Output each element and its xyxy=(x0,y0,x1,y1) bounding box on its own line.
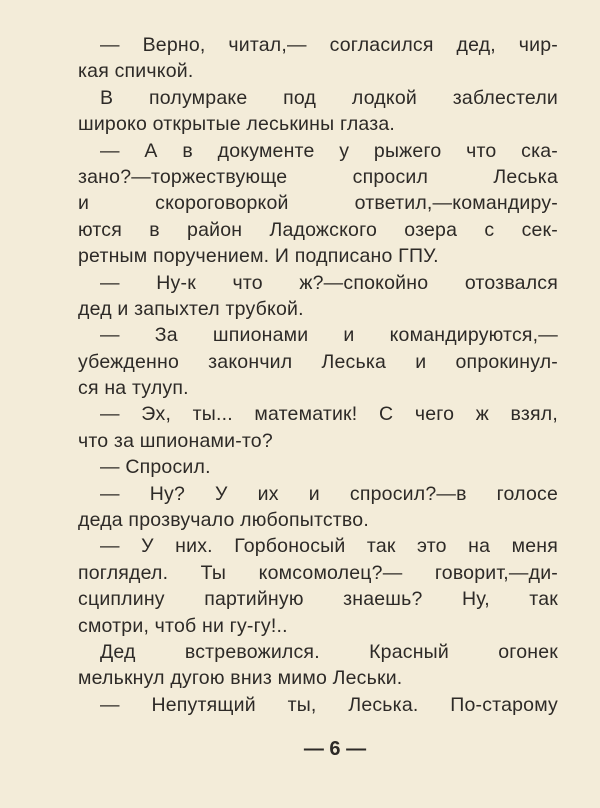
text-line: ются в район Ладожского озера с сек- xyxy=(78,218,558,241)
text-line: — За шпионами и командируются,— xyxy=(100,324,558,347)
text-line: — А в документе у рыжего что ска- xyxy=(100,139,558,162)
text-line: — Непутящий ты, Леська. По-старому xyxy=(100,693,558,716)
text-line: ретным поручением. И подписано ГПУ. xyxy=(78,245,439,268)
text-line: смотри, чтоб ни гу-гу!.. xyxy=(78,614,288,637)
page-text xyxy=(78,32,558,718)
text-line: кая спичкой. xyxy=(78,60,194,83)
text-line: В полумраке под лодкой заблестели xyxy=(100,86,558,109)
text-line: — Ну? У их и спросил?—в голосе xyxy=(100,482,558,505)
text-line: широко открытые леськины глаза. xyxy=(78,113,396,136)
text-line: что за шпионами-то? xyxy=(78,429,273,452)
text-line: Дед встревожился. Красный огонек xyxy=(100,640,558,663)
text-line: — Ну-к что ж?—спокойно отозвался xyxy=(100,271,558,294)
page-number: — 6 — xyxy=(303,738,367,760)
text-line: мелькнул дугою вниз мимо Леськи. xyxy=(78,667,403,690)
text-line: — Спросил. xyxy=(100,456,211,479)
text-line: дед и запыхтел трубкой. xyxy=(78,297,304,320)
text-line: поглядел. Ты комсомолец?— говорит,—ди- xyxy=(78,561,558,584)
text-line: — У них. Горбоносый так это на меня xyxy=(100,535,558,558)
text-line: — Эх, ты... математик! С чего ж взял, xyxy=(100,403,558,426)
text-line: зано?—торжествующе спросил Леська xyxy=(78,165,558,188)
text-line: и скороговоркой ответил,—командиру- xyxy=(78,192,558,215)
text-line: сциплину партийную знаешь? Ну, так xyxy=(78,588,558,611)
text-line: деда прозвучало любопытство. xyxy=(78,509,369,532)
text-line: ся на тулуп. xyxy=(78,377,189,400)
text-line: убежденно закончил Леська и опрокинул- xyxy=(78,350,558,373)
text-line: — Верно, читал,— согласился дед, чир- xyxy=(100,34,558,56)
